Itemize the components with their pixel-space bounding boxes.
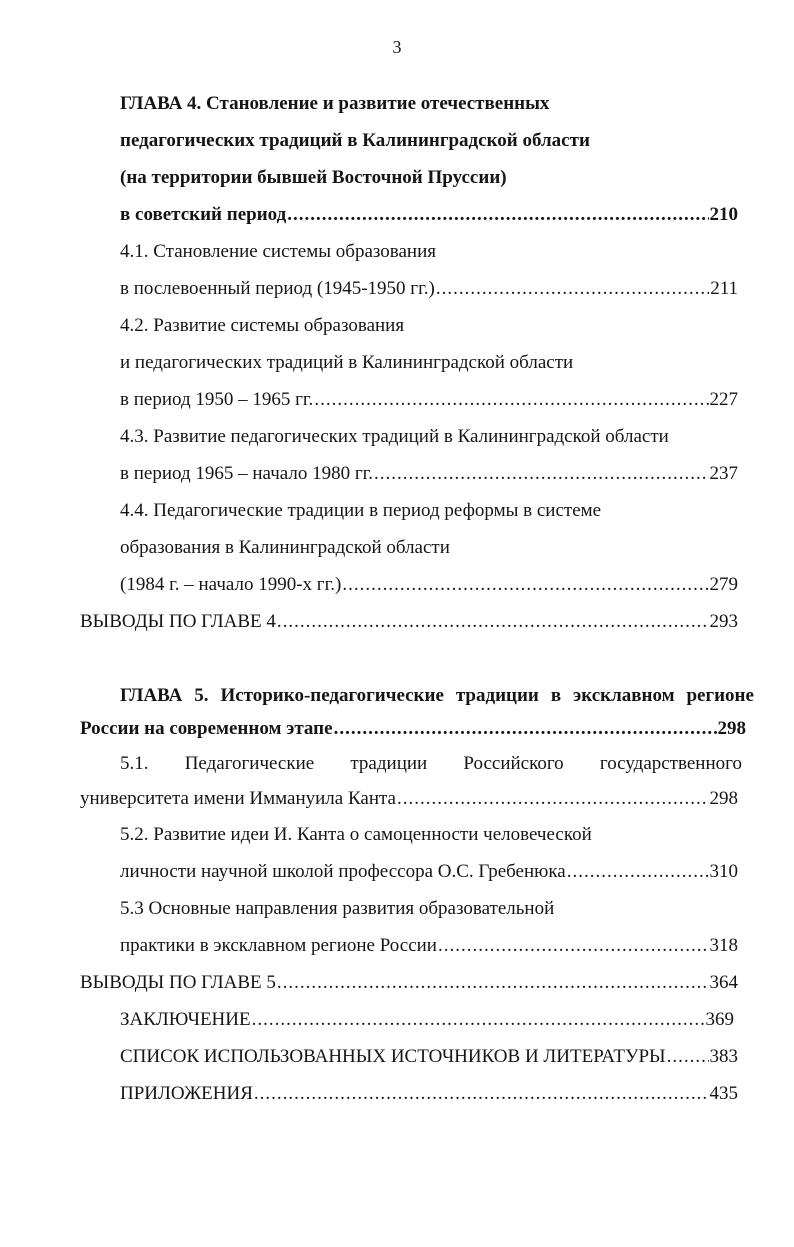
toc-page-number: 211 <box>710 278 738 299</box>
toc-entry-label: в советский период <box>120 204 287 225</box>
toc-entry-chapter4[interactable] <box>120 202 738 228</box>
section-4-3-line-1: 4.3. Развитие педагогических традиций в Калининградской области <box>120 426 669 447</box>
section-4-1-line-1: 4.1. Становление системы образования <box>120 241 436 262</box>
toc-entry-label: ПРИЛОЖЕНИЯ <box>120 1083 253 1104</box>
toc-entry-5-2[interactable] <box>120 859 738 885</box>
chapter4-heading-line-3: (на территории бывшей Восточной Пруссии) <box>120 167 507 188</box>
toc-entry-label: в период 1950 – 1965 гг. <box>120 389 314 410</box>
section-word: 5.1. <box>120 753 149 774</box>
toc-page-number: 364 <box>709 972 738 993</box>
heading-word: ГЛАВА <box>120 685 183 706</box>
section-word: Педагогические <box>184 753 315 774</box>
toc-entry-4-3[interactable] <box>120 461 738 487</box>
toc-page-number: 383 <box>709 1046 738 1067</box>
toc-entry-label: личности научной школой профессора О.С. Гребенюка <box>120 861 566 882</box>
toc-entry-label: России на современном этапе <box>80 718 333 739</box>
toc-entry-5-3[interactable] <box>120 933 738 959</box>
toc-entry-appendices[interactable] <box>120 1081 738 1107</box>
page-number: 3 <box>392 37 402 57</box>
toc-entry-4-2[interactable] <box>120 387 738 413</box>
dot-leader <box>667 1044 709 1070</box>
toc-entry-label: СПИСОК ИСПОЛЬЗОВАННЫХ ИСТОЧНИКОВ И ЛИТЕРАТУРЫ <box>120 1046 666 1067</box>
toc-entry-conclusions-5[interactable] <box>80 970 738 996</box>
dot-leader <box>314 387 708 413</box>
toc-page-number: 293 <box>709 611 738 632</box>
toc-entry-label: ВЫВОДЫ ПО ГЛАВЕ 4 <box>80 611 276 632</box>
section-4-4-line-2: образования в Калининградской области <box>120 537 450 558</box>
dot-leader <box>287 202 708 228</box>
dot-leader <box>397 786 709 812</box>
chapter4-heading-line-1: ГЛАВА 4. Становление и развитие отечественных <box>120 93 550 114</box>
dot-leader <box>567 859 709 885</box>
toc-page-number: 318 <box>709 935 738 956</box>
toc-entry-label: практики в эксклавном регионе России <box>120 935 437 956</box>
dot-leader <box>277 609 709 635</box>
toc-entry-4-1[interactable] <box>120 276 738 302</box>
toc-page-number: 369 <box>705 1009 734 1030</box>
heading-word: регионе <box>686 685 754 706</box>
toc-page-number: 298 <box>717 718 746 739</box>
toc-page-number: 279 <box>709 574 738 595</box>
heading-word: Историко-педагогические <box>220 685 444 706</box>
dot-leader <box>438 933 709 959</box>
toc-page-number: 435 <box>709 1083 738 1104</box>
heading-word: в <box>550 685 562 706</box>
dot-leader <box>334 716 717 742</box>
section-5-3-line-1: 5.3 Основные направления развития образовательной <box>120 898 555 919</box>
dot-leader <box>252 1007 705 1033</box>
toc-entry-label: ВЫВОДЫ ПО ГЛАВЕ 5 <box>80 972 276 993</box>
toc-entry-conclusion[interactable] <box>120 1007 734 1033</box>
toc-entry-label: в послевоенный период (1945-1950 гг.) <box>120 278 435 299</box>
toc-page-number: 210 <box>709 204 738 225</box>
heading-word: эксклавном <box>573 685 675 706</box>
toc-page-number: 237 <box>709 463 738 484</box>
section-5-1-line-1 <box>120 751 742 777</box>
section-word: государственного <box>599 753 742 774</box>
section-4-2-line-2: и педагогических традиций в Калининградской области <box>120 352 574 373</box>
toc-entry-4-4[interactable] <box>120 572 738 598</box>
dot-leader <box>277 970 709 996</box>
section-4-4-line-1: 4.4. Педагогические традиции в период реформы в системе <box>120 500 602 521</box>
dot-leader <box>436 276 709 302</box>
toc-entry-5-1[interactable] <box>80 786 738 812</box>
section-5-2-line-1: 5.2. Развитие идеи И. Канта о самоценности человеческой <box>120 824 592 845</box>
section-word: Российского <box>463 753 564 774</box>
toc-entry-chapter5[interactable] <box>80 716 746 742</box>
section-word: традиции <box>350 753 428 774</box>
section-4-2-line-1: 4.2. Развитие системы образования <box>120 315 405 336</box>
toc-page-number: 298 <box>709 788 738 809</box>
toc-page-number: 310 <box>709 861 738 882</box>
chapter5-heading-line-1 <box>120 683 754 709</box>
toc-entry-conclusions-4[interactable] <box>80 609 738 635</box>
chapter4-heading-line-2: педагогических традиций в Калининградской области <box>120 130 590 151</box>
heading-word: традиции <box>455 685 539 706</box>
toc-entry-label: университета имени Иммануила Канта <box>80 788 396 809</box>
dot-leader <box>374 461 708 487</box>
toc-entry-label: (1984 г. – начало 1990-х гг.) <box>120 574 342 595</box>
heading-word: 5. <box>194 685 209 706</box>
toc-entry-label: ЗАКЛЮЧЕНИЕ <box>120 1009 251 1030</box>
toc-entry-label: в период 1965 – начало 1980 гг. <box>120 463 374 484</box>
dot-leader <box>342 572 708 598</box>
dot-leader <box>254 1081 709 1107</box>
toc-entry-references[interactable] <box>120 1044 738 1070</box>
toc-page-number: 227 <box>709 389 738 410</box>
